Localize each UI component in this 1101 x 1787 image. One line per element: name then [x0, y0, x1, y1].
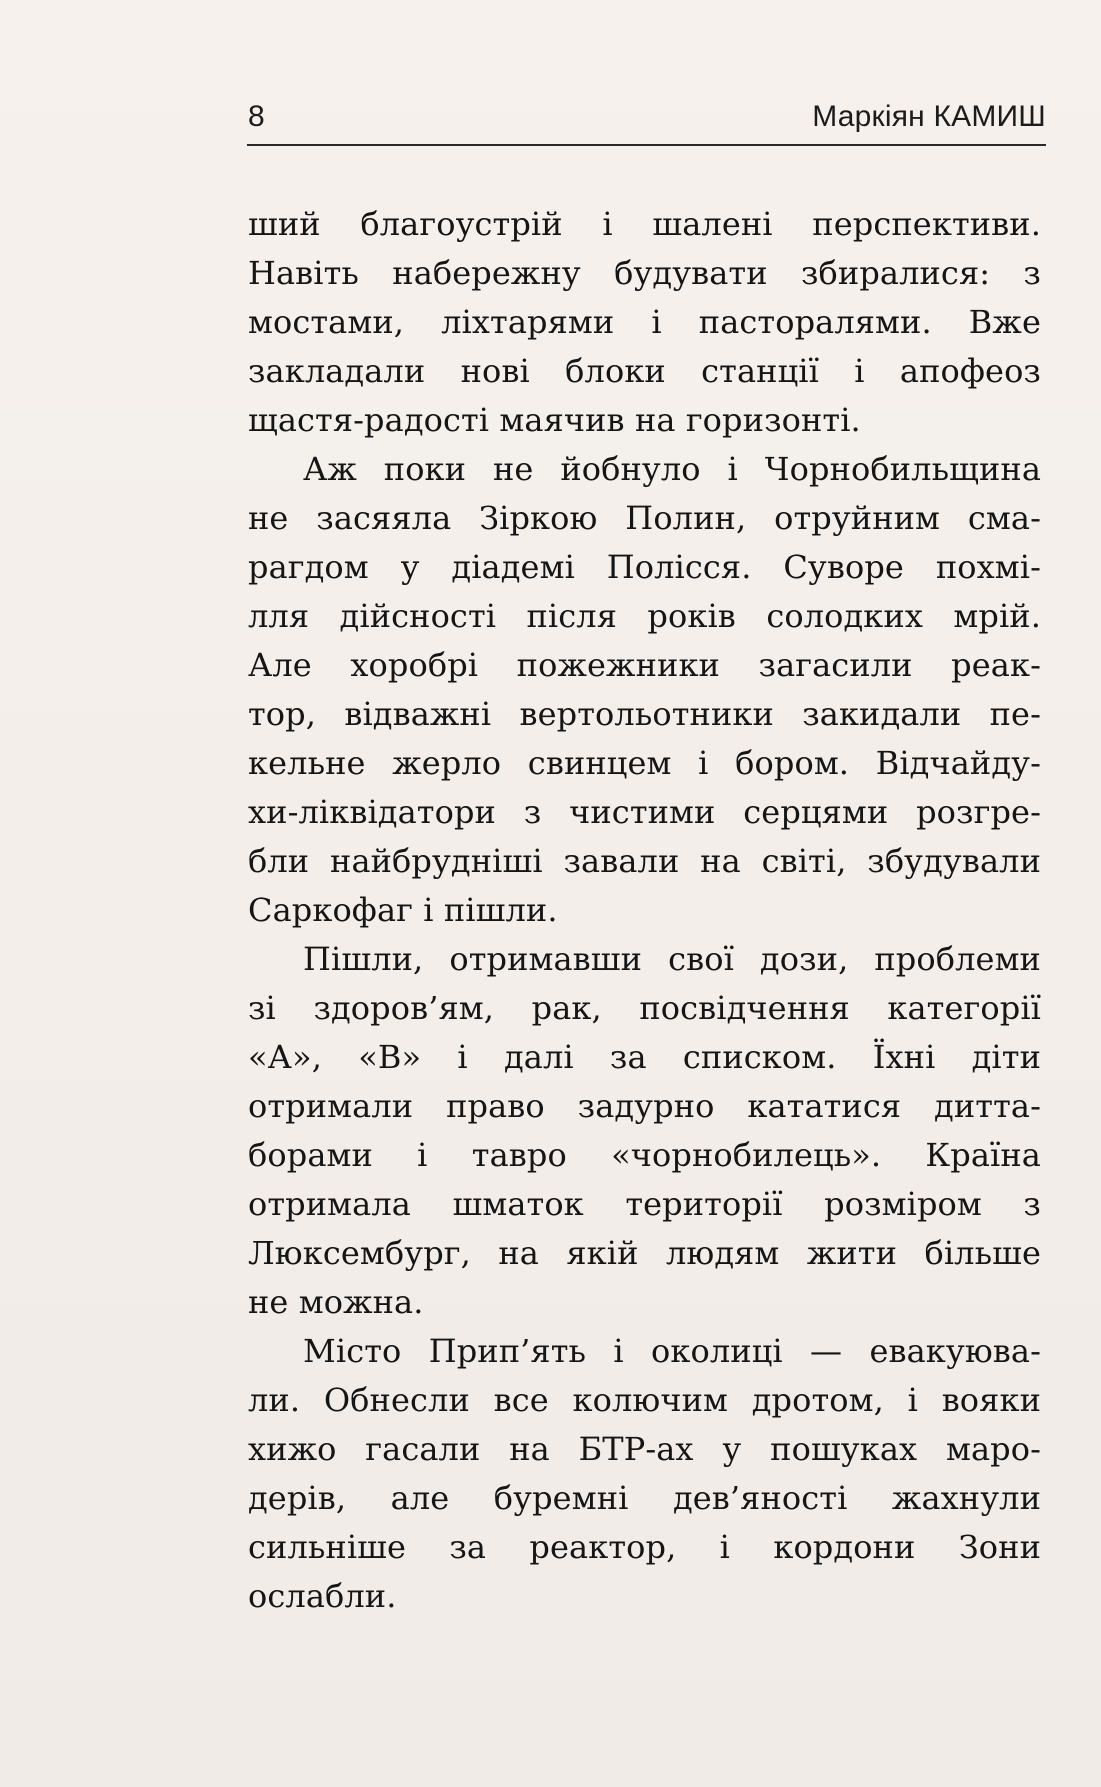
header-rule	[247, 144, 1046, 146]
running-head-author: Маркіян КАМИШ	[812, 100, 1046, 133]
text-line: сильніше за реактор, і кордони Зони	[248, 1528, 1041, 1566]
text-line: «А», «В» і далі за списком. Їхні діти	[248, 1038, 1041, 1076]
page-header	[248, 92, 1046, 142]
text-line: отримали право задурно кататися дитта-	[248, 1087, 1041, 1125]
body-text	[248, 200, 1041, 1621]
paragraph-1	[248, 200, 1041, 445]
text-line: тор, відважні вертольотники закидали пе-	[248, 695, 1041, 733]
text-line: мостами, ліхтарями і пасторалями. Вже	[248, 303, 1041, 341]
text-line: лля дійсності після років солодких мрій.	[248, 597, 1041, 635]
text-line: Місто Прип’ять і околиці — евакуюва-	[303, 1332, 1041, 1370]
text-line: отримала шматок території розміром з	[248, 1185, 1041, 1223]
text-line: борами і тавро «чорнобилець». Країна	[248, 1136, 1041, 1174]
text-line: Аж поки не йобнуло і Чорнобильщина	[303, 450, 1041, 488]
text-line: кельне жерло свинцем і бором. Відчайду-	[248, 744, 1041, 782]
text-line: Люксембург, на якій людям жити більше	[248, 1234, 1041, 1272]
text-line: бли найбрудніші завали на світі, збудували	[248, 842, 1041, 880]
text-line: хижо гасали на БТР-ах у пошуках маро-	[248, 1430, 1041, 1468]
text-line: закладали нові блоки станції і апофеоз	[248, 352, 1041, 390]
text-line: щастя-радості маячив на горизонті.	[248, 401, 861, 439]
text-line: хи-ліквідатори з чистими серцями розгре-	[248, 793, 1041, 831]
text-line: ший благоустрій і шалені перспективи.	[248, 205, 1041, 243]
text-line: ослабли.	[248, 1577, 397, 1615]
paragraph-3	[248, 935, 1041, 1327]
text-line: Саркофаг і пішли.	[248, 891, 558, 929]
text-line: Пішли, отримавши свої дози, проблеми	[303, 940, 1041, 978]
text-line: ли. Обнесли все колючим дротом, і вояки	[248, 1381, 1041, 1419]
page-number: 8	[248, 100, 266, 133]
text-line: рагдом у діадемі Полісся. Суворе похмі-	[248, 548, 1041, 586]
paragraph-4	[248, 1327, 1041, 1621]
text-line: Але хоробрі пожежники загасили реак-	[248, 646, 1041, 684]
text-line: не засяяла Зіркою Полин, отруйним сма-	[248, 499, 1041, 537]
text-line: дерів, але буремні дев’яності жахнули	[248, 1479, 1041, 1517]
text-line: Навіть набережну будувати збиралися: з	[248, 254, 1041, 292]
paragraph-2	[248, 445, 1041, 935]
text-line: зі здоров’ям, рак, посвідчення категорії	[248, 989, 1041, 1027]
text-line: не можна.	[248, 1283, 424, 1321]
